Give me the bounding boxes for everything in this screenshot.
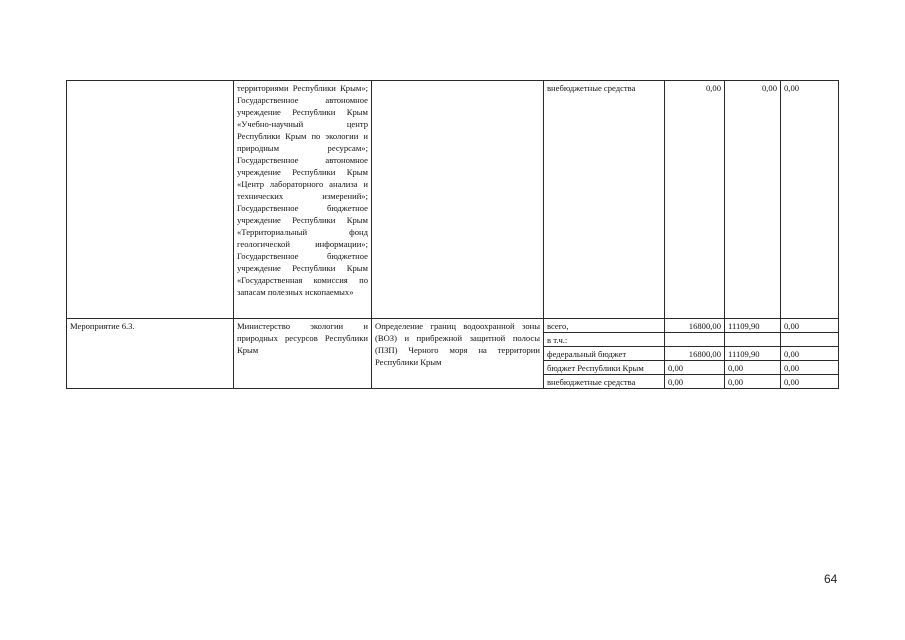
value-cell: 0,00 [781,361,839,375]
value-cell [725,333,781,347]
measure-name-cell: Мероприятие 6.3. [67,319,234,389]
budget-table [66,80,839,389]
value-cell: 11109,90 [725,319,781,333]
executor-cell: Министерство экологии и природных ресурсов Республики Крым [234,319,372,389]
value-cell: 16800,00 [665,319,725,333]
value-cell: 16800,00 [665,347,725,361]
description-cell: Определение границ водоохранной зоны (ВОЗ) и прибрежной защитной полосы (ПЗП) Черного моря на территории Республики Крым [372,319,544,389]
description-cell [372,81,544,319]
funding-source-cell: всего, [544,319,665,333]
executor-cell: территориями Республики Крым»; Государственное автономное учреждение Республики Крым «Учебно-научный центр Республики Крым по экологии и природным ресурсам»; Государственное автономное учреждение Республики Крым «Центр лабораторного анализа и технических измерений»; Государственное бюджетное учреждение Республики Крым «Территориальный фонд геологической информации»; Государственное бюджетное учреждение Республики Крым «Государственная комиссия по запасам полезных ископаемых» [234,81,372,319]
funding-source-cell: в т.ч.: [544,333,665,347]
table-row [67,81,839,319]
funding-source-cell: бюджет Республики Крым [544,361,665,375]
value-cell: 0,00 [665,361,725,375]
value-cell: 0,00 [781,81,839,319]
value-cell: 0,00 [781,347,839,361]
value-cell: 11109,90 [725,347,781,361]
table-row [67,319,839,333]
value-cell: 0,00 [725,375,781,389]
value-cell: 0,00 [781,319,839,333]
value-cell [665,333,725,347]
measure-name-cell [67,81,234,319]
page-number: 64 [824,572,838,586]
value-cell: 0,00 [781,375,839,389]
value-cell [781,333,839,347]
value-cell: 0,00 [725,361,781,375]
value-cell: 0,00 [665,81,725,319]
value-cell: 0,00 [665,375,725,389]
funding-source-cell: внебюджетные средства [544,375,665,389]
funding-source-cell: федеральный бюджет [544,347,665,361]
value-cell: 0,00 [725,81,781,319]
funding-source-cell: внебюджетные средства [544,81,665,319]
